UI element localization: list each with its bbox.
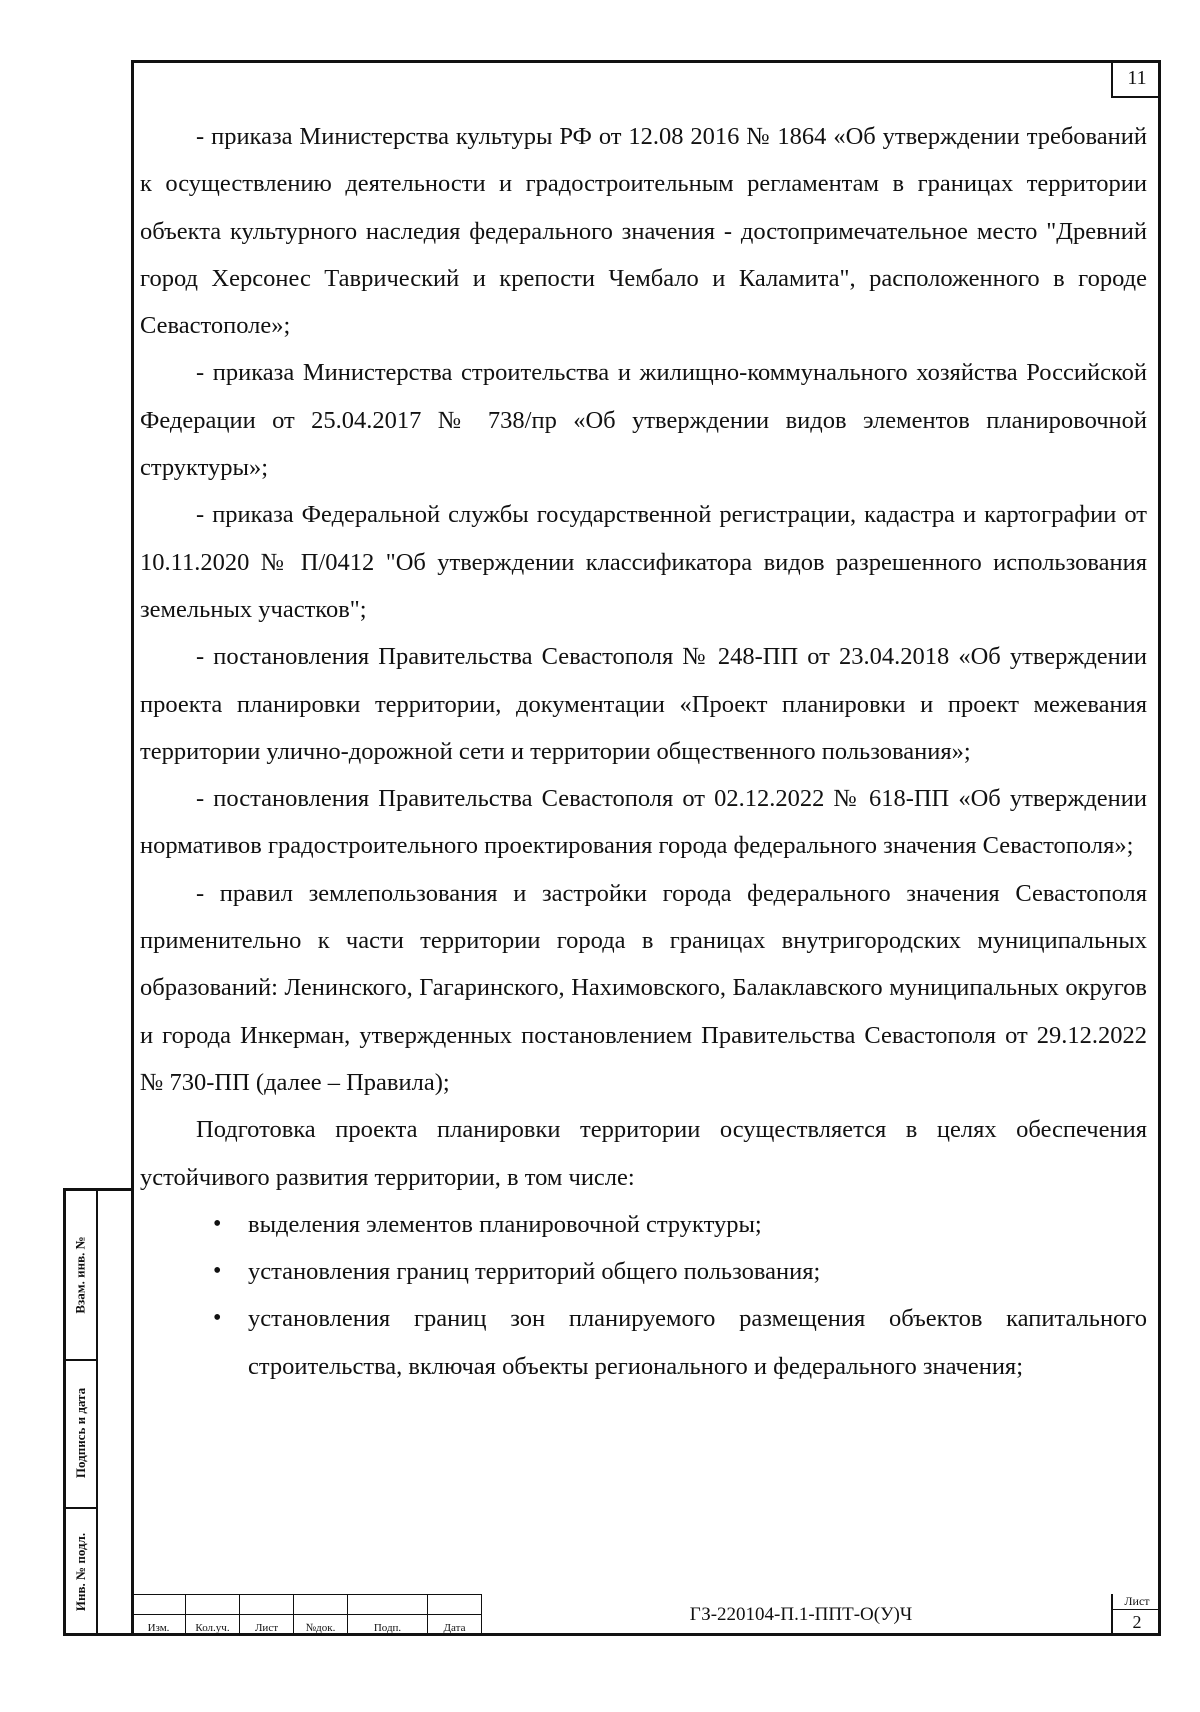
side-stamp-label: Взам. инв. № xyxy=(73,1236,89,1314)
list-item xyxy=(140,1295,1147,1390)
bullet-icon: • xyxy=(213,1210,222,1237)
paragraph: Подготовка проекта планировки территории осуществляется в целях обеспечения устойчивого развития территории, в том числе: xyxy=(140,1116,1147,1191)
document-code: ГЗ-220104-П.1-ППТ-О(У)Ч xyxy=(689,1604,913,1625)
paragraph: - приказа Министерства строительства и жилищно-коммунального хозяйства Российской Федерации от 25.04.2017 № 738/пр «Об утверждении видов элементов планировочной структуры»; xyxy=(140,359,1147,482)
sheet-box xyxy=(1111,1594,1161,1636)
bullet-icon: • xyxy=(213,1258,222,1285)
sheet-number: 2 xyxy=(1132,1612,1142,1632)
document-body xyxy=(140,113,1147,1390)
paragraph: - приказа Федеральной службы государственной регистрации, кадастра и картографии от 10.11.2020 № П/0412 "Об утверждении классификатора видов разрешенного использования земельных участков"; xyxy=(140,501,1147,623)
list-item-text: выделения элементов планировочной структуры; xyxy=(248,1210,762,1238)
paragraph: - приказа Министерства культуры РФ от 12.08 2016 № 1864 «Об утверждении требований к осуществлению деятельности и градостроительным регламентам в границах территории объекта культурного наследия федерального значения - достопримечательное место "Древний город Херсонес Таврический и крепости Чембало и Каламита", расположенного в городе Севастополе»; xyxy=(140,123,1147,340)
paragraph: - постановления Правительства Севастополя от 02.12.2022 № 618-ПП «Об утверждении нормативов градостроительного проектирования города федерального значения Севастополя»; xyxy=(140,785,1147,860)
side-stamp-label: Инв. № подл. xyxy=(73,1532,89,1611)
side-stamp xyxy=(63,1188,131,1636)
sheet-label: Лист xyxy=(1113,1594,1161,1610)
top-page-number: 11 xyxy=(1111,60,1161,98)
column-header: Изм. xyxy=(132,1615,186,1635)
bullet-icon: • xyxy=(213,1305,222,1332)
list-item-text: установлeния границ территорий общего пользования; xyxy=(248,1258,821,1286)
list-item xyxy=(140,1248,1147,1295)
column-header: Дата xyxy=(428,1615,482,1635)
revision-table xyxy=(131,1594,482,1635)
list-item-text: установления границ зон планируемого размещения объектов капитального строительства, включая объекты регионального и федерального значения; xyxy=(248,1305,1147,1380)
column-header: Лист xyxy=(240,1615,294,1635)
bullet-list xyxy=(140,1201,1147,1390)
paragraph: - постановления Правительства Севастополя № 248-ПП от 23.04.2018 «Об утверждении проекта планировки территории, документации «Проект планировки и проект межевания территории улично-дорожной сети и территории общественного пользования»; xyxy=(140,643,1147,765)
column-header: Подп. xyxy=(348,1615,428,1635)
side-stamp-label: Подпись и дата xyxy=(73,1387,88,1479)
list-item xyxy=(140,1201,1147,1248)
title-block xyxy=(131,1594,1161,1636)
paragraph: - правил землепользования и застройки города федерального значения Севастополя применительно к части территории города в границах внутригородских муниципальных образований: Ленинского, Гагаринского, Нахимовского, Балаклавского муниципальных округов и города Инкерман, утвержденных постановлением Правительства Севастополя от 29.12.2022 № 730-ПП (далее – Правила); xyxy=(140,879,1147,1096)
column-header: Кол.уч. xyxy=(186,1615,240,1635)
column-header: №док. xyxy=(294,1615,348,1635)
